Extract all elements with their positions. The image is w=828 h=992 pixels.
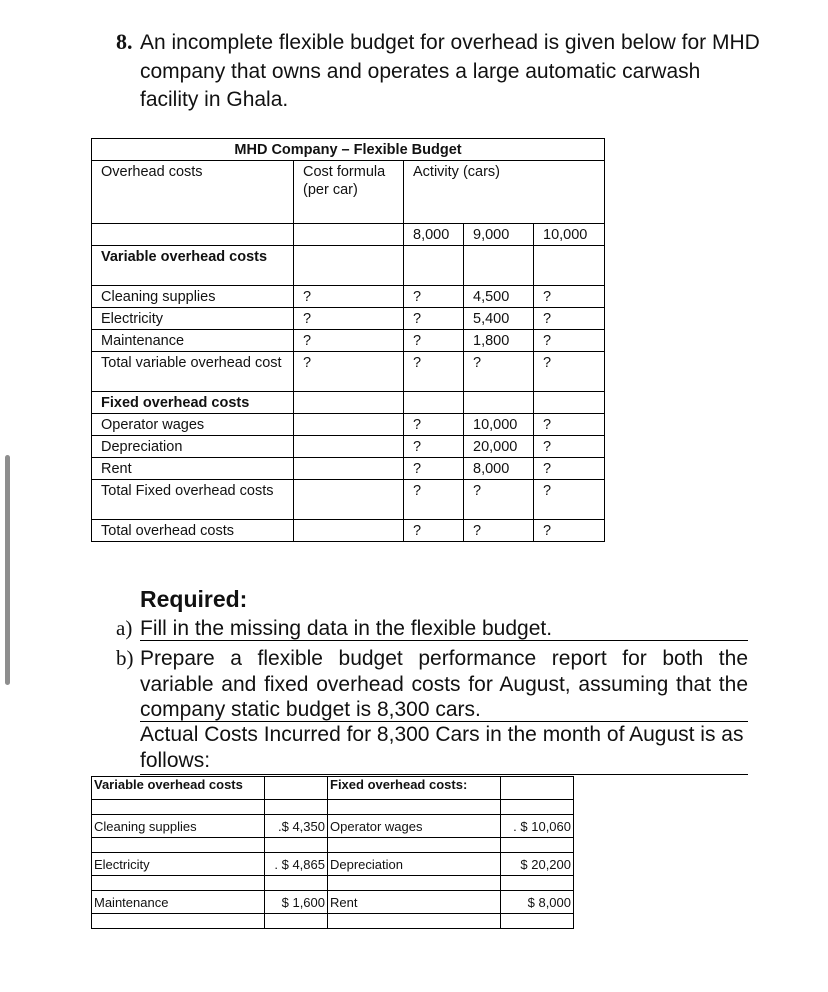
table-row: Rent ? 8,000 ? <box>92 458 605 480</box>
activity-10000: 10,000 <box>534 224 605 246</box>
row-label: Variable overhead costs <box>92 246 294 286</box>
row-label: Maintenance <box>92 330 294 352</box>
table-row: Total variable overhead cost ? ? ? ? <box>92 352 605 392</box>
requirement-b-text: Prepare a flexible budget performance report for both the variable and fixed overhead costs for August, assuming that the company static budget is 8,300 cars. <box>140 647 748 721</box>
scrollbar[interactable] <box>5 455 10 685</box>
underline <box>140 774 748 775</box>
row-label: Depreciation <box>92 436 294 458</box>
row-label: Fixed overhead costs <box>92 392 294 414</box>
question-text: An incomplete flexible budget for overhead is given below for MHD company that owns and operates a large automatic carwash facility in Ghala. <box>140 31 760 111</box>
col-cost-formula: Cost formula (per car) <box>294 161 404 224</box>
activity-9000: 9,000 <box>464 224 534 246</box>
fixed-overhead-header: Fixed overhead costs: <box>328 777 501 800</box>
requirement-a <box>116 616 748 642</box>
required-heading: Required: <box>140 586 248 612</box>
table-row: Depreciation ? 20,000 ? <box>92 436 605 458</box>
row-label: Rent <box>92 458 294 480</box>
col-overhead-costs: Overhead costs <box>92 161 294 224</box>
actual-costs-table <box>91 776 574 929</box>
table-row: Maintenance ? ? 1,800 ? <box>92 330 605 352</box>
row-label: Total overhead costs <box>92 520 294 542</box>
budget-title: MHD Company – Flexible Budget <box>92 139 605 161</box>
underline <box>140 640 748 641</box>
row-label: Total Fixed overhead costs <box>92 480 294 520</box>
requirement-b <box>116 646 748 723</box>
table-row: Total Fixed overhead costs ? ? ? <box>92 480 605 520</box>
table-row: Electricity ? ? 5,400 ? <box>92 308 605 330</box>
requirement-a-marker: a) <box>116 616 133 640</box>
requirement-a-text: Fill in the missing data in the flexible budget. <box>140 617 553 640</box>
requirement-b-marker: b) <box>116 646 134 670</box>
table-row: Electricity . $ 4,865 Depreciation $ 20,200 <box>92 853 574 876</box>
table-row: Total overhead costs ? ? ? <box>92 520 605 542</box>
question-number: 8. <box>116 29 133 54</box>
row-label: Cleaning supplies <box>92 286 294 308</box>
col-activity: Activity (cars) <box>404 161 605 224</box>
table-row <box>92 246 605 286</box>
variable-overhead-header: Variable overhead costs <box>92 777 265 800</box>
table-row: Cleaning supplies ? ? 4,500 ? <box>92 286 605 308</box>
activity-8000: 8,000 <box>404 224 464 246</box>
row-label: Electricity <box>92 308 294 330</box>
table-row: Operator wages ? 10,000 ? <box>92 414 605 436</box>
actual-costs-intro: Actual Costs Incurred for 8,300 Cars in the month of August is as follows: <box>140 723 744 772</box>
flexible-budget-table <box>91 138 605 542</box>
table-row: Maintenance $ 1,600 Rent $ 8,000 <box>92 891 574 914</box>
row-label: Total variable overhead cost <box>92 352 294 392</box>
table-row: Cleaning supplies .$ 4,350 Operator wages . $ 10,060 <box>92 815 574 838</box>
table-row <box>92 392 605 414</box>
row-label: Operator wages <box>92 414 294 436</box>
